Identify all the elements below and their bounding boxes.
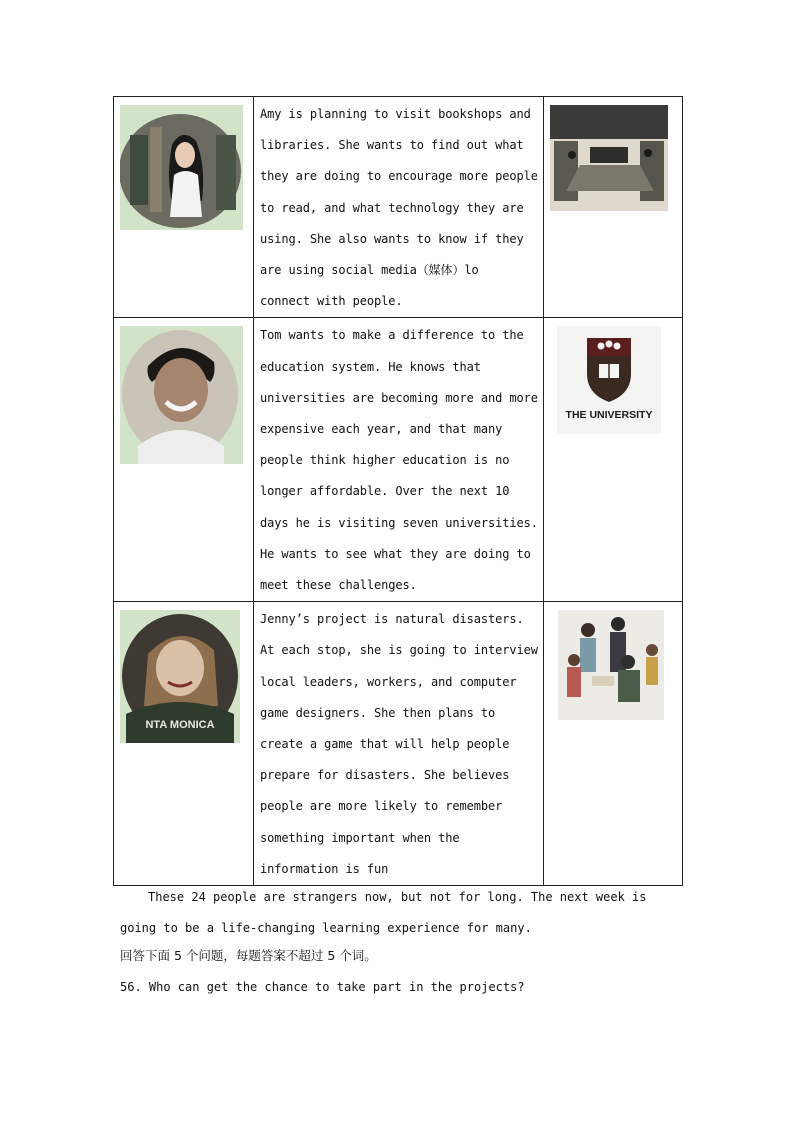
- university-logo-text: THE UNIVERSITY: [565, 409, 653, 422]
- young-woman-portrait-photo: [120, 610, 253, 747]
- picture-cell: [544, 318, 683, 602]
- picture-cell: [544, 602, 683, 886]
- people-meeting-illustration: [558, 610, 682, 724]
- university-crest-logo: [557, 326, 682, 438]
- photo-cell: [114, 318, 254, 602]
- bookshop-interior-photo: [550, 105, 682, 215]
- photo-cell: [114, 97, 254, 318]
- picture-cell: [544, 97, 683, 318]
- profile-row-jenny: [114, 602, 683, 886]
- profile-row-tom: [114, 318, 683, 602]
- question-56: 56. Who can get the chance to take part in the projects?: [120, 980, 525, 994]
- photo-cell: [114, 602, 254, 886]
- shirt-text: NTA MONICA: [145, 719, 215, 732]
- woman-portrait-photo: [120, 105, 253, 234]
- profile-description: Tom wants to make a difference to the education system. He knows that universities are becoming more and more expensive each year, and that many people think higher education is no longer affordable. Over the next 10 days he is visiting seven universities. He wants to see what they are doing to meet these challenges.: [260, 328, 538, 593]
- closing-paragraph: These 24 people are strangers now, but not for long. The next week is going to be a life-changing learning experience for many.: [120, 890, 647, 935]
- instruction-text: 回答下面 5 个问题，每题答案不超过 5 个词。: [120, 948, 377, 963]
- young-man-portrait-photo: [120, 326, 253, 468]
- profile-description: Jenny’s project is natural disasters. At each stop, she is going to interview local leaders, workers, and computer game designers. She then plans to create a game that will help people prepare for disasters. She believes people are more likely to remember something important when the information is fun: [260, 612, 538, 876]
- profile-text-cell: [254, 97, 544, 318]
- profile-text-cell: [254, 318, 544, 602]
- profiles-table: [113, 96, 683, 886]
- profile-row-amy: [114, 97, 683, 318]
- profile-description: Amy is planning to visit bookshops and libraries. She wants to find out what they are doing to encourage more people to read, and what technology they are using. She also wants to know if they are using social media（媒体）lo connect with people.: [260, 107, 538, 309]
- profile-text-cell: [254, 602, 544, 886]
